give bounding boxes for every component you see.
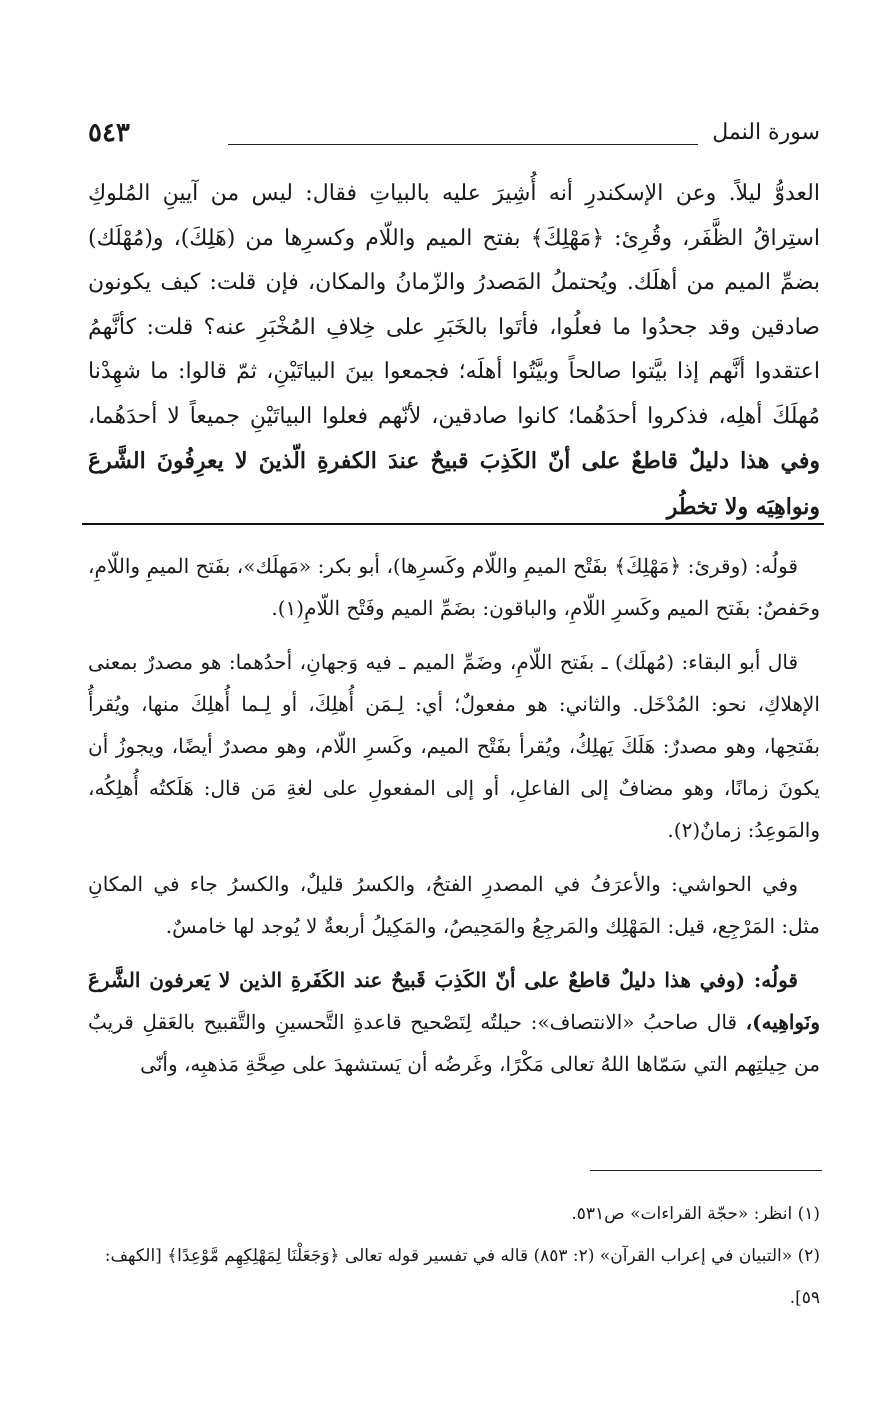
- commentary-paragraph-last: [88, 959, 820, 1085]
- footnotes: [80, 1193, 820, 1319]
- main-separator-rule: [82, 523, 824, 525]
- commentary: [88, 545, 820, 1097]
- main-text-bold: وفي هذا دليلٌ قاطعٌ على أنّ الكَذِبَ قبيحٌ عندَ الكفرةِ الّذينَ لا يعرِفُونَ الشَّرعَ ونواهِيَه ولا تخطُر: [88, 448, 820, 520]
- commentary-paragraph: وفي الحواشي: والأعرَفُ في المصدرِ الفتحُ، والكسرُ قليلٌ، والكسرُ جاء في المكانِ مثل: المَرْجِع، قيل: المَهْلِك والمَرجِعُ والمَحِيصُ، والمَكِيلُ أربعةٌ لا يُوجد لها خامسٌ.: [88, 872, 820, 938]
- main-text-body: العدوُّ ليلاً. وعن الإسكندرِ أنه أُشِيرَ عليه بالبياتِ فقال: ليس من آيينِ المُلوكِ استِراقُ الظَّفَر، وقُرِئ: ﴿مَهْلِكَ﴾ بفتح الميم واللّام وكسرِها من (هَلِكَ)، و(مُهْلَك) بضمِّ الميم من أهلَك. ويُحتملُ المَصدرُ والزّمانُ والمكان، فإن قلت: كيف يكونون صادقين وقد جحدُوا ما فعلُوا، فأتَوا بالخَبَرِ على خِلافِ المُخْبَرِ عنه؟ قلت: كأنَّهمُ اعتقدوا أنَّهم إذا بيَّتوا صالحاً وبيَّتُوا أهلَه؛ فجمعوا بينَ البياتَيْنِ، ثمّ قالوا: ما شهِدْنا مُهلَكَ أهلِه، فذكروا أحدَهُما؛ كانوا صادقين، لأنّهم فعلوا البياتَيْنِ جميعاً لا أحدَهُما،: [88, 181, 820, 429]
- main-text: [88, 172, 820, 530]
- commentary-quote: قولُه: (وفي هذا دليلٌ قاطعٌ على أنّ الكَذِبَ قَبيحٌ عند الكَفَرةِ الذين لا يَعرفون الشَّرعَ ونَواهِيه)،: [88, 968, 820, 1034]
- footnote-rule: [590, 1170, 822, 1171]
- footnote-1: (١) انظر: «حجّة القراءات» ص٥٣١.: [571, 1204, 820, 1224]
- header-rule: [228, 144, 698, 145]
- commentary-paragraph: قال أبو البقاء: (مُهلَك) ـ بفَتح اللّامِ، وضَمِّ الميم ـ فيه وَجهانِ، أحدُهما: هو مصدرٌ بمعنى الإهلاكِ، نحو: المُدْخَل. والثاني: هو مفعولٌ؛ أي: لِـمَن أُهلِكَ، أو لِـما أُهلِكَ منها، ويُقرأُ بفَتحِها، وهو مصدرٌ: هَلَكَ يَهلِكُ، ويُقرأ بفَتْح الميم، وكَسرِ اللّام، وهو مصدرٌ أيضًا، ويجوزُ أن يكونَ زمانًا، وهو مضافٌ إلى الفاعلِ، أو إلى المفعولِ على لغةِ مَن قال: هَلَكتُه أُهلِكُه، والمَوعِدُ: زمانٌ(٢).: [88, 650, 820, 842]
- page-header: [88, 118, 820, 162]
- surah-title: سورة النمل: [712, 120, 820, 145]
- commentary-text: قال صاحبُ «الانتصاف»: حيلتُه لِتَصْحيح قاعدةِ التَّحسينِ والتَّقبيح بالعَقلِ قريبٌ من حِيلتِهم التي سَمّاها اللهُ تعالى مَكْرًا، وغَرضُه أن يَستشهدَ على صِحَّةِ مَذهبِه، وأنّى: [88, 1010, 820, 1076]
- page-number: ٥٤٣: [88, 118, 130, 148]
- footnote-2: (٢) «التبيان في إعراب القرآن» (٢: ٨٥٣) قاله في تفسير قوله تعالى ﴿وَجَعَلْنَا لِمَهْلِكِهِم مَّوْعِدًا﴾ [الكهف: ٥٩].: [104, 1246, 820, 1308]
- commentary-paragraph: قولُه: (وقرئ: ﴿مَهْلِكَ﴾ بفَتْح الميمِ واللّام وكَسرِها)، أبو بكر: «مَهلَك»، بفَتح الميمِ واللّامِ، وحَفصٌ: بفَتح الميم وكَسرِ اللّامِ، والباقون: بضَمِّ الميم وفَتْح اللّامِ(١).: [88, 554, 820, 620]
- main-paragraph: [88, 172, 820, 530]
